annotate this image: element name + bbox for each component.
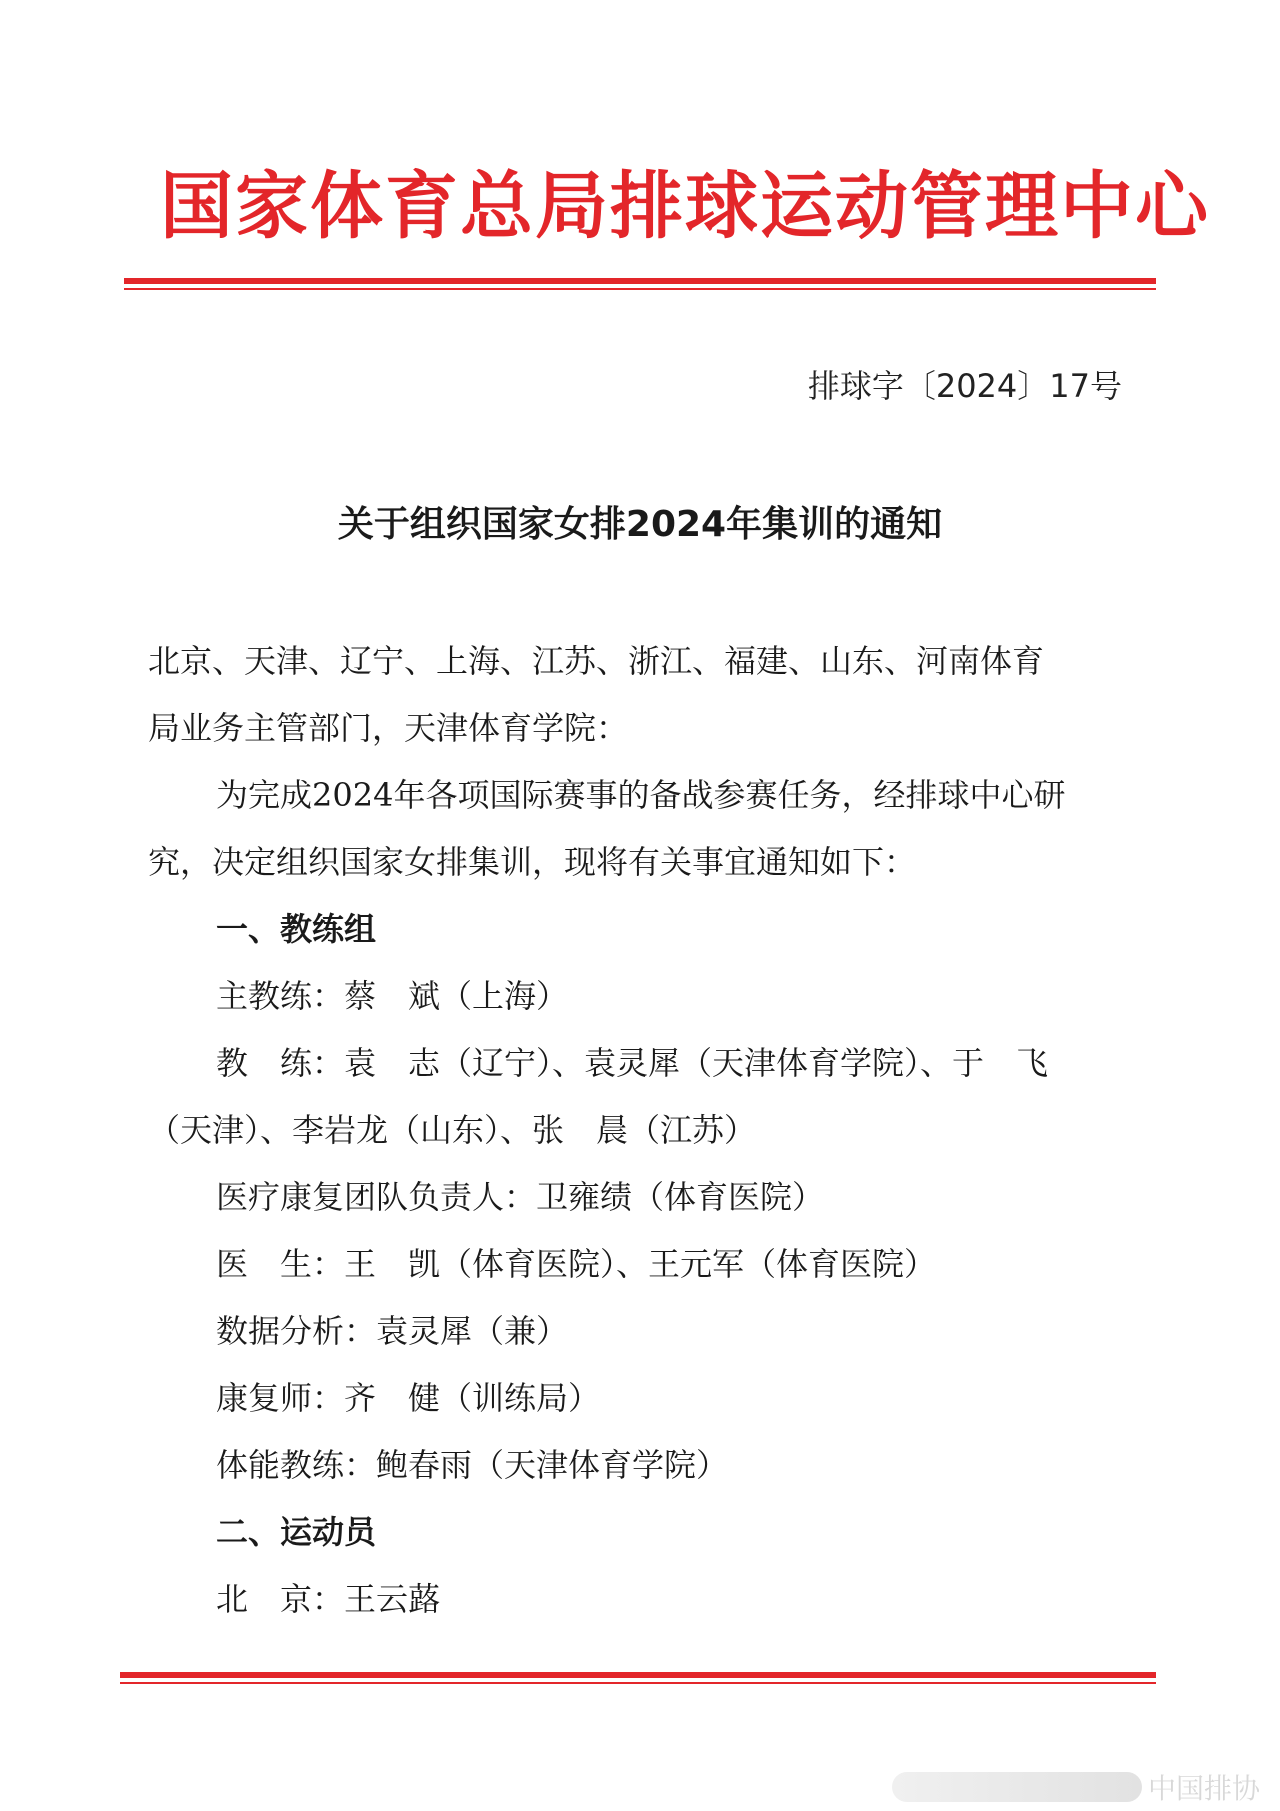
coach-line: （天津）、李岩龙（山东）、张 晨（江苏）: [148, 1111, 757, 1149]
addressee-line: 局业务主管部门，天津体育学院：: [148, 709, 629, 747]
watermark-text: 中国排协: [1147, 1772, 1260, 1805]
watermark: [892, 1770, 1260, 1804]
coach-line: 医疗康复团队负责人：卫雍绩（体育医院）: [216, 1178, 825, 1216]
document-body: [148, 628, 1148, 1633]
coach-line: 数据分析：袁灵犀（兼）: [216, 1312, 569, 1350]
footer-divider: [120, 1672, 1156, 1684]
coach-line: 体能教练：鲍春雨（天津体育学院）: [216, 1446, 729, 1484]
coach-line: 康复师：齐 健（训练局）: [216, 1379, 601, 1417]
letterhead-divider: [124, 278, 1156, 290]
watermark-logo-icon: [892, 1772, 1142, 1802]
intro-line: 为完成2024年各项国际赛事的备战参赛任务，经排球中心研: [216, 776, 1066, 814]
section-heading-coaches: 一、教练组: [216, 910, 377, 948]
coach-line: 医 生：王 凯（体育医院）、王元军（体育医院）: [216, 1245, 937, 1283]
intro-line: 究，决定组织国家女排集训，现将有关事宜通知如下：: [148, 843, 917, 881]
document-title: 关于组织国家女排2024年集训的通知: [337, 504, 943, 545]
athlete-line: 北 京：王云蕗: [216, 1580, 441, 1618]
document-number: 排球字〔2024〕17号: [807, 367, 1122, 405]
addressee-line: 北京、天津、辽宁、上海、江苏、浙江、福建、山东、河南体育: [148, 642, 1045, 680]
coach-line: 主教练：蔡 斌（上海）: [216, 977, 569, 1015]
org-letterhead-title: 国家体育总局排球运动管理中心: [160, 163, 1210, 249]
coach-line: 教 练：袁 志（辽宁）、袁灵犀（天津体育学院）、于 飞: [216, 1044, 1049, 1082]
section-heading-athletes: 二、运动员: [216, 1513, 377, 1551]
